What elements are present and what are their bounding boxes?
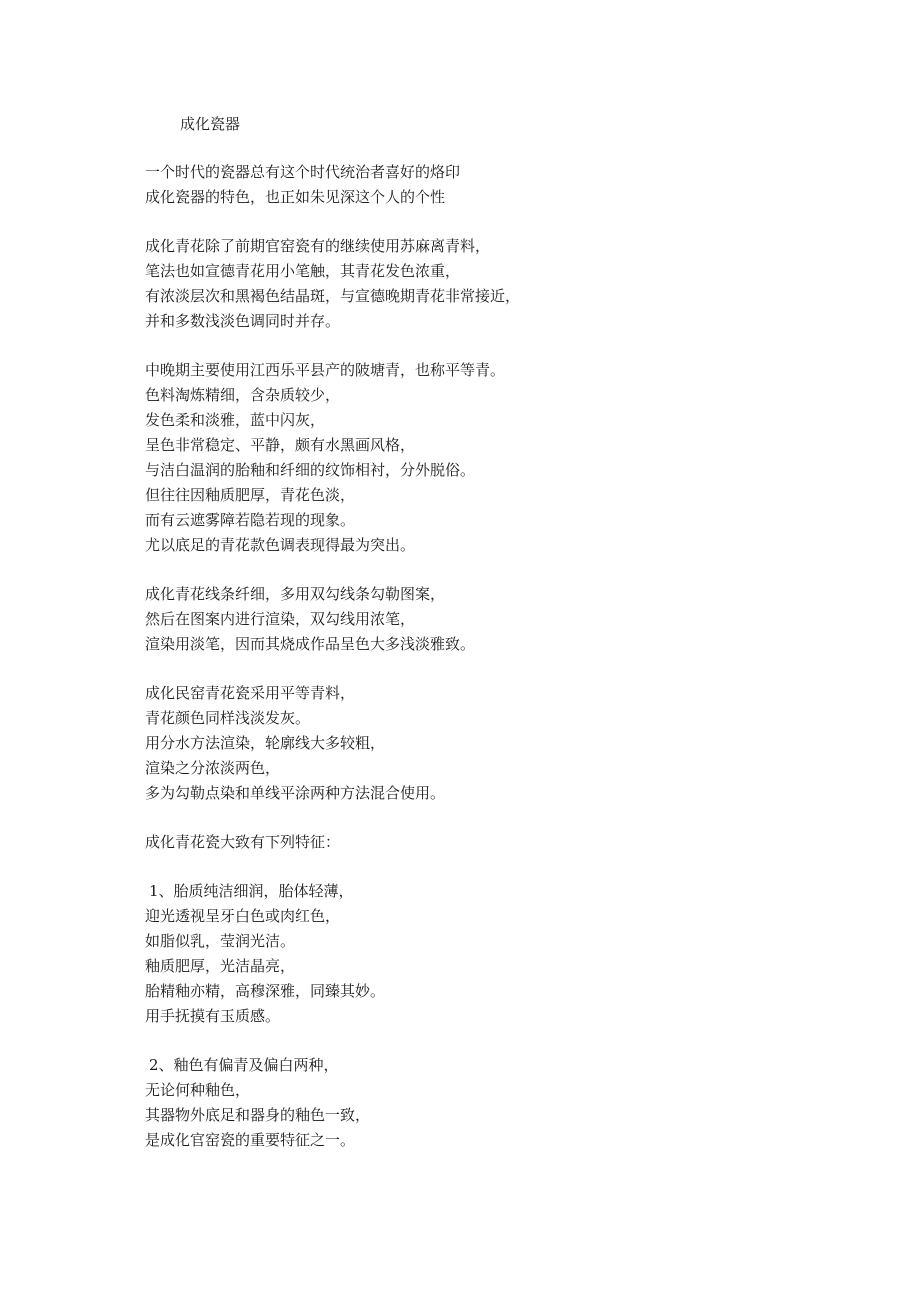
- text-line: 但往往因釉质肥厚，青花色淡，: [145, 486, 356, 504]
- text-line: 成化瓷器的特色，也正如朱见深这个人的个性: [145, 188, 446, 206]
- text-line: 有浓淡层次和黑褐色结晶斑，与宣德晚期青花非常接近，: [145, 287, 521, 305]
- text-line: 其器物外底足和器身的釉色一致，: [145, 1106, 371, 1124]
- text-line: 呈色非常稳定、平静，颇有水黑画风格，: [145, 436, 416, 454]
- text-line: 一个时代的瓷器总有这个时代统治者喜好的烙印: [145, 163, 461, 181]
- text-line: 成化民窑青花瓷采用平等青料，: [145, 684, 356, 702]
- text-line: 渲染用淡笔，因而其烧成作品呈色大多浅淡雅致。: [145, 635, 476, 653]
- text-line: 笔法也如宣德青花用小笔触，其青花发色浓重，: [145, 262, 461, 280]
- text-line: 迎光透视呈牙白色或肉红色，: [145, 907, 341, 925]
- paragraph-feature-2: [145, 1053, 845, 1153]
- text-line: 而有云遮雾障若隐若现的现象。: [145, 511, 356, 529]
- paragraph-folk-kiln: [145, 681, 845, 806]
- text-line: 2、釉色有偏青及偏白两种，: [149, 1056, 339, 1074]
- paragraph-feature-1: [145, 879, 845, 1029]
- text-line: 发色柔和淡雅，蓝中闪灰，: [145, 411, 326, 429]
- text-line: 并和多数浅淡色调同时并存。: [145, 312, 341, 330]
- paragraph-intro: [145, 160, 845, 210]
- paragraph-early-period: [145, 234, 845, 334]
- paragraph-features-intro: [145, 830, 845, 855]
- text-line: 尤以底足的青花款色调表现得最为突出。: [145, 536, 416, 554]
- text-line: 青花颜色同样浅淡发灰。: [145, 709, 311, 727]
- text-line: 釉质肥厚，光洁晶亮，: [145, 957, 296, 975]
- text-line: 中晚期主要使用江西乐平县产的陂塘青，也称平等青。: [145, 361, 506, 379]
- paragraph-mid-late-period: [145, 358, 845, 558]
- text-line: 胎精釉亦精，高穆深雅，同臻其妙。: [145, 982, 386, 1000]
- text-line: 用手抚摸有玉质感。: [145, 1007, 281, 1025]
- paragraph-line-technique: [145, 582, 845, 657]
- document-title: 成化瓷器: [180, 115, 241, 133]
- text-line: 无论何种釉色，: [145, 1081, 251, 1099]
- text-line: 是成化官窑瓷的重要特征之一。: [145, 1131, 356, 1149]
- text-line: 渲染之分浓淡两色，: [145, 759, 281, 777]
- text-line: 成化青花除了前期官窑瓷有的继续使用苏麻离青料，: [145, 237, 491, 255]
- text-line: 色料淘炼精细，含杂质较少，: [145, 386, 341, 404]
- text-line: 成化青花线条纤细，多用双勾线条勾勒图案，: [145, 585, 446, 603]
- text-line: 如脂似乳，莹润光洁。: [145, 932, 296, 950]
- document-body: [145, 160, 845, 1177]
- text-line: 然后在图案内进行渲染，双勾线用浓笔，: [145, 610, 416, 628]
- text-line: 与洁白温润的胎釉和纤细的纹饰相衬，分外脱俗。: [145, 461, 476, 479]
- text-line: 1、胎质纯洁细润，胎体轻薄，: [149, 882, 354, 900]
- text-line: 用分水方法渲染，轮廓线大多较粗，: [145, 734, 386, 752]
- text-line: 多为勾勒点染和单线平涂两种方法混合使用。: [145, 784, 446, 802]
- text-line: 成化青花瓷大致有下列特征：: [145, 833, 341, 851]
